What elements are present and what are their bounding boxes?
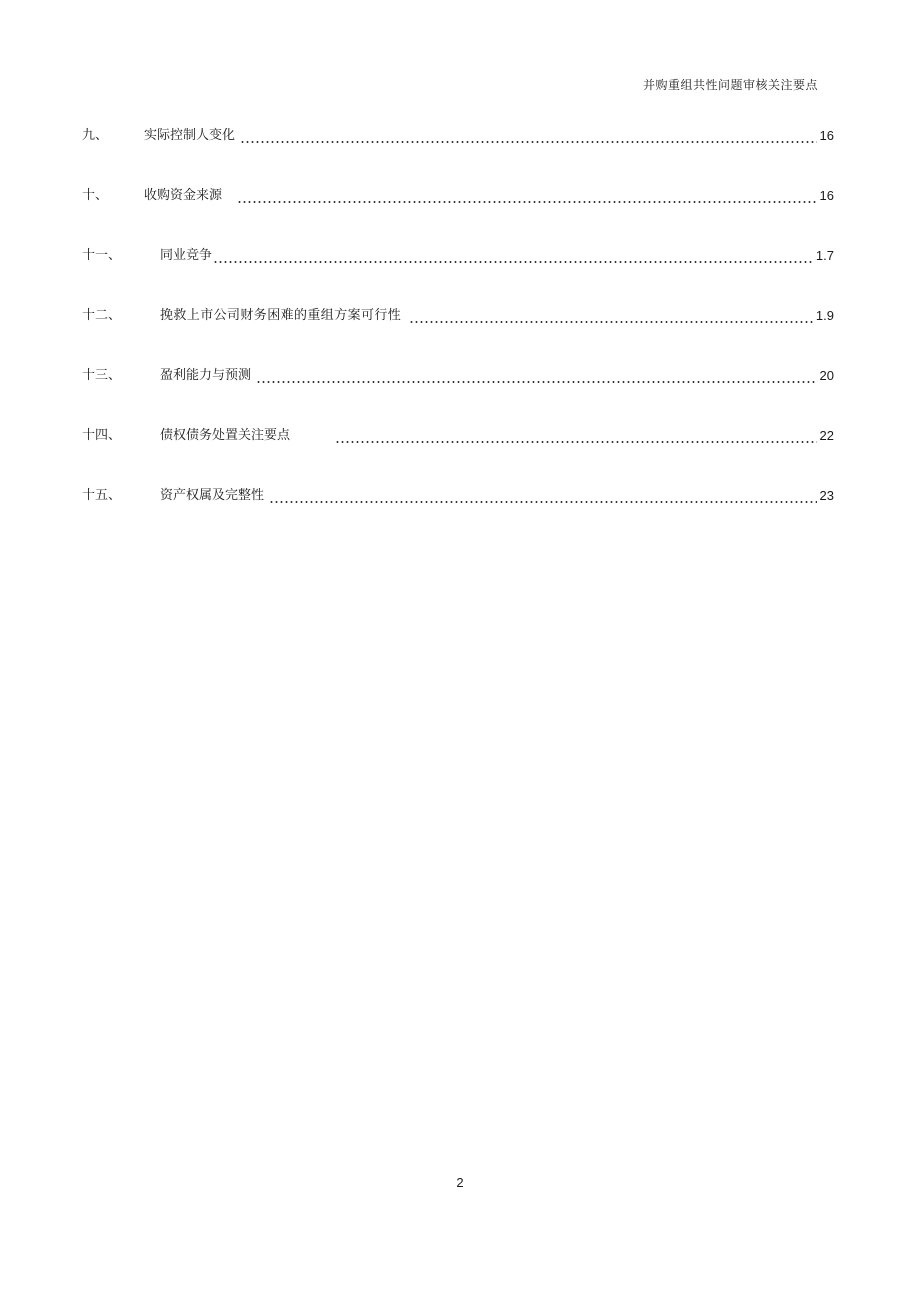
dot-leader [213,246,813,266]
toc-entry-page: 1.9 [815,308,834,323]
toc-entry-page: 16 [819,128,834,143]
toc-entry-page: 23 [819,488,834,503]
toc-entry-11[interactable] [82,246,834,266]
toc-entry-title: 盈利能力与预测 [160,368,252,383]
toc-entry-number: 十三、 [82,368,122,383]
running-header: 并购重组共性问题审核关注要点 [642,78,818,92]
toc-entry-number: 十、 [82,188,109,203]
toc-entry-title: 收购资金来源 [144,188,223,203]
toc-entry-number: 十二、 [82,308,122,323]
toc-entry-title: 同业竞争 [160,248,213,263]
toc-entry-title: 实际控制人变化 [144,128,236,143]
dot-leader [256,366,817,386]
dot-leader [240,126,817,146]
toc-entry-number: 九、 [82,128,109,143]
dot-leader [237,186,817,206]
toc-entry-15[interactable] [82,486,834,506]
toc-entry-title: 资产权属及完整性 [160,488,265,503]
toc-entry-number: 十四、 [82,428,122,443]
page-number: 2 [456,1175,464,1190]
toc-entry-9[interactable] [82,126,834,146]
toc-entry-page: 1.7 [815,248,834,263]
toc-entry-page: 16 [819,188,834,203]
toc-entry-page: 20 [819,368,834,383]
dot-leader [409,306,813,326]
toc-entry-13[interactable] [82,366,834,386]
toc-entry-12[interactable] [82,306,834,326]
toc-entry-page: 22 [819,428,834,443]
toc-entry-number: 十五、 [82,488,122,503]
toc-entry-14[interactable] [82,426,834,446]
toc-entry-number: 十一、 [82,248,122,263]
dot-leader [269,486,817,506]
toc-entry-title: 债权债务处置关注要点 [160,428,291,443]
toc-entry-title: 挽救上市公司财务困难的重组方案可行性 [160,308,402,323]
dot-leader [335,426,817,446]
toc-entry-10[interactable] [82,186,834,206]
